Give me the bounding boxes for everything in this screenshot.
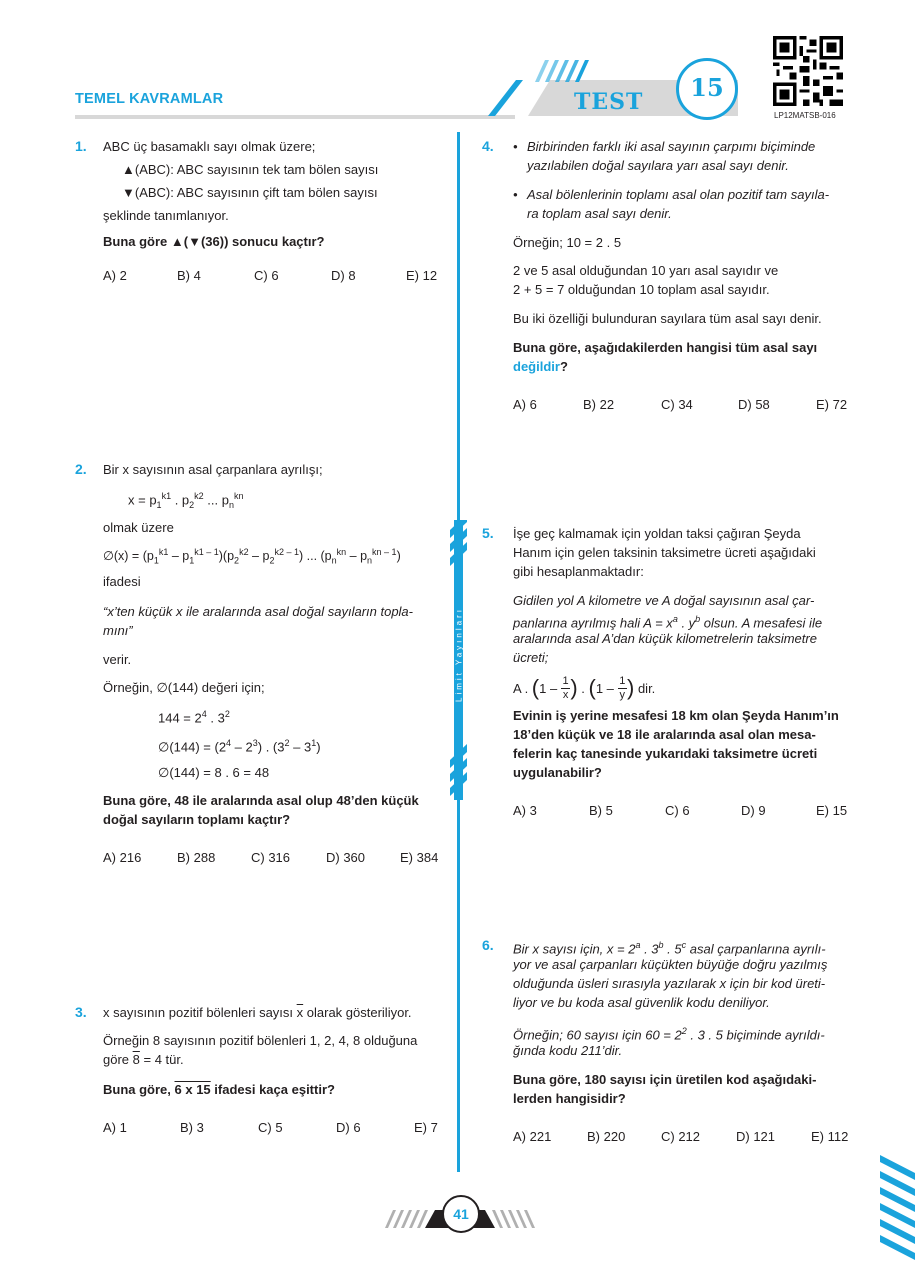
q4-bullet2-line1: Asal bölenlerinin toplamı asal olan pozitif tam sayıla- — [527, 187, 830, 202]
q2-option-e[interactable]: E) 384 — [400, 850, 439, 865]
q4-option-a[interactable]: A) 6 — [513, 397, 537, 412]
q5-line3: gibi hesaplanmaktadır: — [513, 564, 644, 579]
q6-option-e[interactable]: E) 112 — [811, 1129, 849, 1144]
q1-option-d[interactable]: D) 8 — [331, 268, 356, 283]
q3-line1: x sayısının pozitif bölenleri sayısı $\overline{x}$ olarak gösteriliyor. — [103, 1005, 412, 1020]
q3-number: 3. — [75, 1004, 87, 1020]
q6-line5: Örneğin; 60 sayısı için $60 = 2^2$ . 3 . 5 biçiminde ayrıldı- — [513, 1026, 825, 1043]
q4-option-b[interactable]: B) 22 — [583, 397, 615, 412]
q2-option-d[interactable]: D) 360 — [326, 850, 366, 865]
q5-question-line2: 18’den küçük ve 18 ile aralarında asal olan mesa- — [513, 727, 816, 742]
q6-option-d[interactable]: D) 121 — [736, 1129, 776, 1144]
q4-option-e[interactable]: E) 72 — [816, 397, 848, 412]
q6-line1: Bir x sayısı için, $x = 2^a$ . 3$^b$ . 5$^c$ asal çarpanlarına ayrılı- — [513, 940, 826, 957]
q5-info-line2: panlarına ayrılmış hali $A = x^a$ . $y^b$ olsun. A mesafesi ile — [513, 614, 823, 631]
q2-line6: “x’ten küçük x ile aralarında asal doğal sayıların topla- — [103, 604, 413, 619]
q3-option-d[interactable]: D) 6 — [336, 1120, 361, 1135]
q4-para2: Bu iki özelliği bulunduran sayılara tüm asal sayı denir. — [513, 311, 822, 326]
qr-code-icon — [773, 36, 843, 106]
q5-number: 5. — [482, 525, 494, 541]
q2-question-line1: Buna göre, 48 ile aralarında asal olup 48’den küçük — [103, 793, 419, 808]
q5-info-line1: Gidilen yol A kilometre ve A doğal sayısının asal çar- — [513, 593, 815, 608]
q1-option-b[interactable]: B) 4 — [177, 268, 201, 283]
q1-option-a[interactable]: A) 2 — [103, 268, 127, 283]
q4-number: 4. — [482, 138, 494, 154]
q2-line5: ifadesi — [103, 574, 141, 589]
stripes-decoration — [535, 60, 595, 82]
q3-option-a[interactable]: A) 1 — [103, 1120, 127, 1135]
q6-option-c[interactable]: C) 212 — [661, 1129, 701, 1144]
q2-option-b[interactable]: B) 288 — [177, 850, 216, 865]
q5-option-a[interactable]: A) 3 — [513, 803, 537, 818]
q6-line2: yor ve asal çarpanları küçükten büyüğe doğru yazılmış — [513, 957, 828, 972]
q1-line4: şeklinde tanımlanıyor. — [103, 208, 229, 223]
q2-line9: Örneğin, ∅(144) değeri için; — [103, 680, 265, 695]
q6-line4: liyor ve bu koda asal güvenlik kodu deniliyor. — [513, 995, 770, 1010]
q6-line3: olduğunda üsleri sırasıyla yazılarak x için bir kod üreti- — [513, 976, 826, 991]
q4-option-d[interactable]: D) 58 — [738, 397, 770, 412]
q3-option-b[interactable]: B) 3 — [180, 1120, 204, 1135]
qr-code-label: LP12MATSB-016 — [774, 111, 836, 120]
q1-line3: ▼(ABC): ABC sayısının çift tam bölen sayısı — [122, 185, 378, 200]
q2-question-line2: doğal sayıların toplamı kaçtır? — [103, 812, 291, 827]
q2-step1: $144 = 2^4$ . $3^2$ — [158, 709, 230, 726]
q4-example: Örneğin; 10 = 2 . 5 — [513, 235, 622, 250]
q5-info-line3: aralarında asal A’dan küçük kilometrelerin taksimetre — [513, 631, 817, 646]
test-label: TEST — [574, 89, 644, 115]
corner-stripes-decoration — [880, 1155, 915, 1265]
q5-question-line3: felerin kaç tanesinde yukarıdaki taksimetre ücreti — [513, 746, 818, 761]
q5-option-b[interactable]: B) 5 — [589, 803, 613, 818]
q6-question-line2: lerden hangisidir? — [513, 1091, 626, 1106]
q3-line2: Örneğin 8 sayısının pozitif bölenleri 1, 2, 4, 8 olduğuna — [103, 1033, 418, 1048]
q2-phi-formula: ∅(x) = $(p_1^{k1} - p_1^{k1 - 1})(p_2^{k2} - p_2^{k2 - 1})$ ... $(p_n^{kn} - p_n^{kn - 1})$ — [103, 547, 401, 566]
q4-para1-line1: 2 ve 5 asal olduğundan 10 yarı asal sayıdır ve — [513, 263, 779, 278]
q3-option-c[interactable]: C) 5 — [258, 1120, 283, 1135]
page-number-circle — [442, 1195, 480, 1233]
q5-question-line1: Evinin iş yerine mesafesi 18 km olan Şeyda Hanım’ın — [513, 708, 839, 723]
q5-question-line4: uygulanabilir? — [513, 765, 602, 780]
side-label-text: Limit Yayınları — [454, 607, 464, 702]
q5-line2: Hanım için gelen taksinin taksimetre ücreti aşağıdaki — [513, 545, 816, 560]
q4-bullet2-marker: • — [513, 187, 518, 202]
q1-option-e[interactable]: E) 12 — [406, 268, 438, 283]
q2-number: 2. — [75, 461, 87, 477]
q2-option-c[interactable]: C) 316 — [251, 850, 291, 865]
q2-line8: verir. — [103, 652, 132, 667]
q2-formula: $x = p_1^{k1}$ . $p_2^{k2}$ ... $p_n^{kn}$ — [128, 491, 244, 510]
q1-line2: ▲(ABC): ABC sayısının tek tam bölen sayısı — [122, 162, 379, 177]
q2-step3: ∅(144) = 8 . 6 = 48 — [158, 765, 270, 780]
q4-bullet1-line1: Birbirinden farklı iki asal sayının çarpımı biçiminde — [527, 139, 816, 154]
q3-option-e[interactable]: E) 7 — [414, 1120, 438, 1135]
q2-line1: Bir x sayısının asal çarpanlara ayrılışı; — [103, 462, 323, 477]
q4-question-line2: değildir? — [513, 359, 568, 374]
q5-line1: İşe geç kalmamak için yoldan taksi çağıran Şeyda — [513, 526, 801, 541]
q4-bullet1-line2: yazılabilen doğal sayılara yarı asal sayı denir. — [527, 158, 789, 173]
q3-question: Buna göre, 6 x 15 ifadesi kaça eşittir? — [103, 1082, 335, 1097]
q4-question-line1: Buna göre, aşağıdakilerden hangisi tüm asal sayı — [513, 340, 818, 355]
q1-question: Buna göre ▲(▼(36)) sonucu kaçtır? — [103, 234, 325, 249]
q5-formula: A . ( 1 – 1 x ) . ( 1 – 1 y ) dir. — [513, 674, 656, 701]
q1-option-c[interactable]: C) 6 — [254, 268, 279, 283]
q6-line6: ğında kodu 211’dir. — [513, 1043, 623, 1058]
q1-line1: ABC üç basamaklı sayı olmak üzere; — [103, 139, 316, 154]
q6-option-b[interactable]: B) 220 — [587, 1129, 626, 1144]
test-number: 15 — [690, 73, 724, 102]
q1-number: 1. — [75, 138, 87, 154]
q6-option-a[interactable]: A) 221 — [513, 1129, 552, 1144]
q2-step2: ∅(144) = $(2^4 - 2^3)$ . $(3^2 - 3^1)$ — [158, 738, 321, 755]
q5-option-c[interactable]: C) 6 — [665, 803, 690, 818]
q4-option-c[interactable]: C) 34 — [661, 397, 693, 412]
q3-line3: göre 8 = 4 tür. — [103, 1052, 184, 1067]
q6-question-line1: Buna göre, 180 sayısı için üretilen kod aşağıdaki- — [513, 1072, 817, 1087]
q4-bullet1-marker: • — [513, 139, 518, 154]
q5-info-line4: ücreti; — [513, 650, 549, 665]
q5-option-e[interactable]: E) 15 — [816, 803, 848, 818]
test-number-circle — [676, 58, 738, 120]
page-number: 41 — [453, 1206, 469, 1222]
q2-line7: mını” — [103, 623, 133, 638]
q2-option-a[interactable]: A) 216 — [103, 850, 142, 865]
header-divider — [75, 115, 515, 119]
section-title: TEMEL KAVRAMLAR — [75, 91, 224, 107]
q4-para1-line2: 2 + 5 = 7 olduğundan 10 toplam asal sayıdır. — [513, 282, 770, 297]
q6-number: 6. — [482, 937, 494, 953]
q2-line3: olmak üzere — [103, 520, 174, 535]
q5-option-d[interactable]: D) 9 — [741, 803, 766, 818]
q4-bullet2-line2: ra toplam asal sayı denir. — [527, 206, 672, 221]
